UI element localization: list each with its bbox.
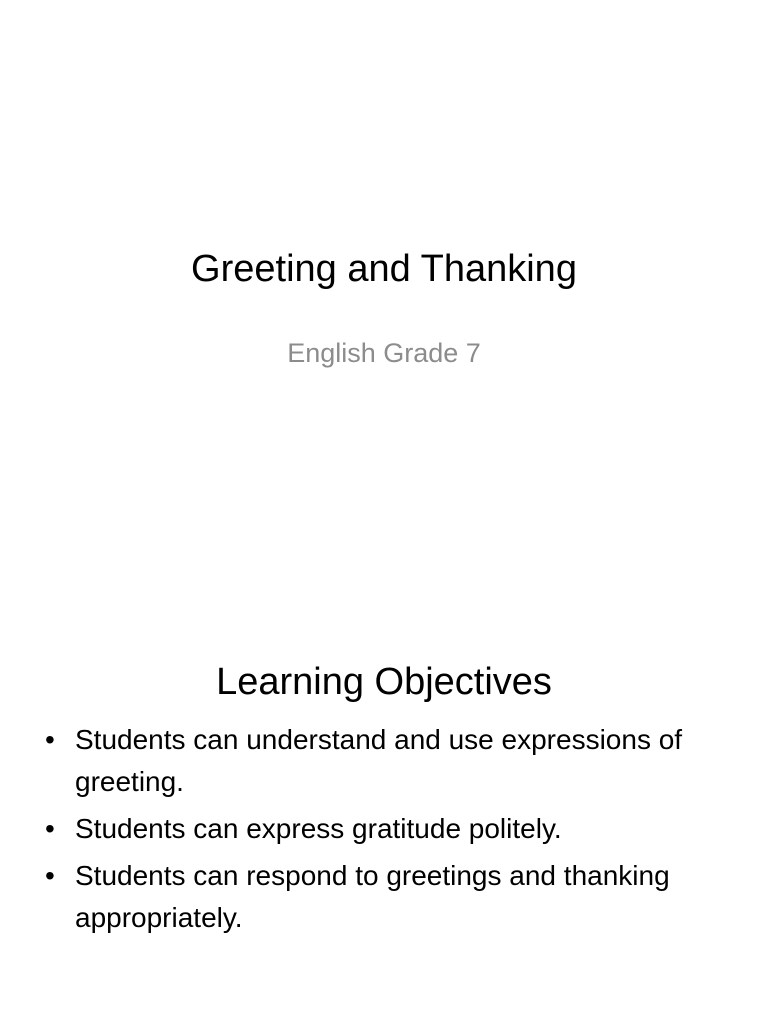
list-item <box>40 808 730 850</box>
objectives-slide <box>0 576 768 1024</box>
slide-title: Learning Objectives <box>216 660 552 703</box>
list-item <box>40 719 730 803</box>
bullet-icon: • <box>45 860 55 891</box>
bullet-icon: • <box>45 813 55 844</box>
slide-subtitle: English Grade 7 <box>287 338 481 368</box>
list-item-text: Students can express gratitude politely. <box>75 813 562 844</box>
list-item-text: Students can respond to greetings and thanking appropriately. <box>75 860 670 933</box>
slide-title: Greeting and Thanking <box>191 248 577 291</box>
list-item-text: Students can understand and use expressions of greeting. <box>75 724 683 797</box>
bullet-icon: • <box>45 724 55 755</box>
bullet-list <box>40 719 730 944</box>
list-item <box>40 855 730 939</box>
